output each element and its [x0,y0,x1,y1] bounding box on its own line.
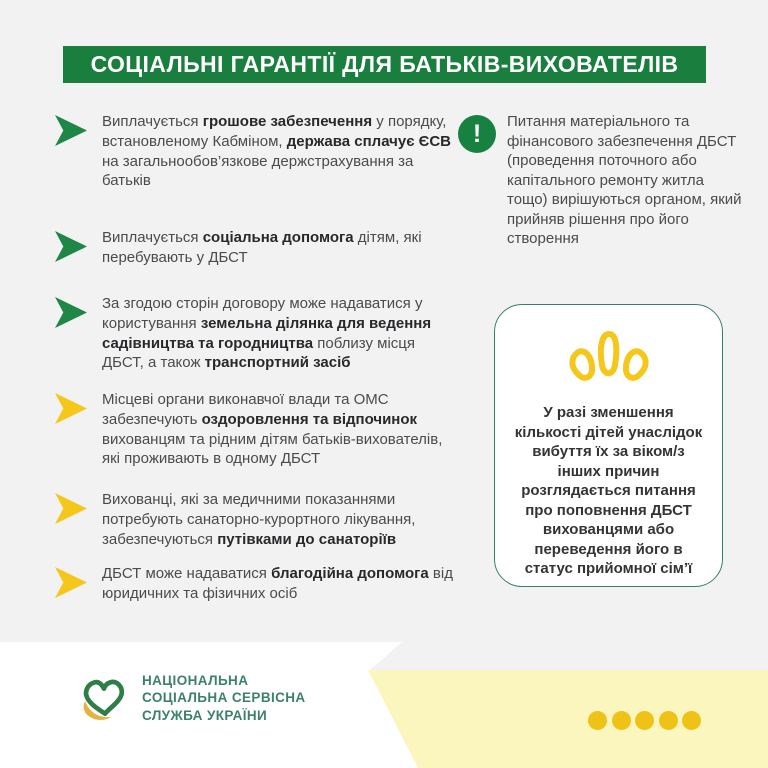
bullet-text: ДБСТ може надаватися благодійна допомога від юридичних та фізичних осіб [102,565,453,602]
bullet-item [55,112,453,191]
heart-hand-logo-icon [80,673,130,723]
bullet-text: Місцеві органи виконавчої влади та ОМС забезпечують оздоровлення та відпочинок вихованцям та рідним дітям батьків-вихователів, які проживають в одному ДБСТ [102,391,443,468]
arrow-icon [55,115,87,146]
logo-line-1: НАЦІОНАЛЬНА [142,673,249,688]
logo-line-3: СЛУЖБА УКРАЇНИ [142,707,268,723]
footer [0,642,768,768]
three-petals-icon [550,329,668,391]
page-title: СОЦІАЛЬНІ ГАРАНТІЇ ДЛЯ БАТЬКІВ-ВИХОВАТЕЛІВ [90,51,679,77]
logo-line-2: СОЦІАЛЬНА СЕРВІСНА [142,690,306,706]
org-logo-text [142,672,306,724]
bullet-item [55,564,453,604]
arrow-icon [55,393,87,424]
dot-icon [659,711,678,730]
note-text: Питання матеріального та фінансового забезпечення ДБСТ (проведення поточного або капітального ремонту житла тощо) вирішуються органом, який прийняв рішення про його створення [507,113,742,247]
exclamation-icon: ! [458,115,496,153]
bullet-item [55,228,453,268]
dot-icon [635,711,654,730]
note-block [458,112,743,249]
org-logo [80,672,306,724]
dot-icon [682,711,701,730]
dot-icon [588,711,607,730]
bullet-text: Виплачується соціальна допомога дітям, які перебувають у ДБСТ [102,229,422,266]
arrow-icon [55,297,87,328]
bullet-item [55,490,453,549]
bullet-item [55,294,453,373]
bullet-text: Вихованці, які за медичними показаннями потребують санаторно-курортного лікування, забезпечуються путівками до санаторіїв [102,491,416,548]
bullet-item [55,390,453,469]
dot-icon [612,711,631,730]
pager-dots [588,711,701,730]
bullet-text: Виплачується грошове забезпечення у порядку, встановленому Кабміном, держава сплачує ЄСВ на загальнообов’язкове держстрахування за батьків [102,113,451,190]
info-card [494,304,723,587]
arrow-icon [55,231,87,262]
arrow-icon [55,493,87,524]
card-text: У разі зменшення кількості дітей унаслідок вибуття їх за віком/з інших причин розглядається питання про поповнення ДБСТ вихованцями або переведення його в статус прийомної сім’ї [514,404,703,577]
bullet-text: За згодою сторін договору може надаватися у користування земельна ділянка для ведення садівництва та городництва поблизу місця ДБСТ, а також транспортний засіб [102,295,432,372]
arrow-icon [55,567,87,598]
